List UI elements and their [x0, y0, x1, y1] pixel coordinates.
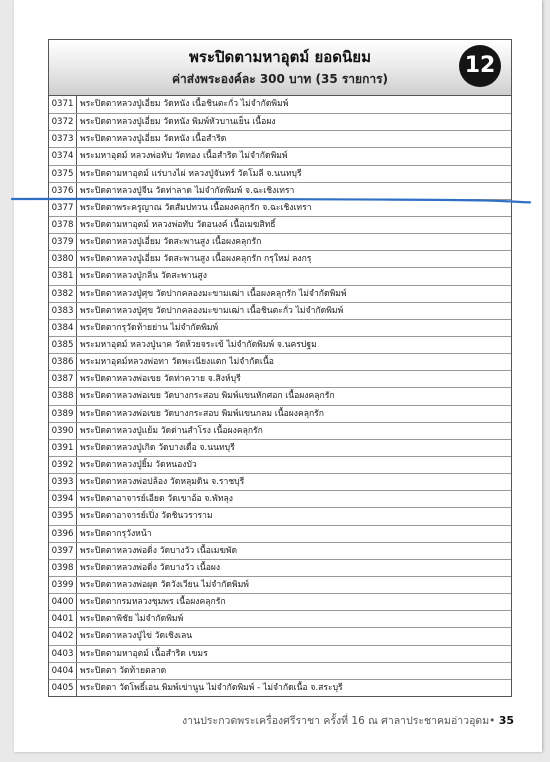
item-number: 0377	[49, 200, 77, 216]
item-name: พระปิดตาหลวงพ่อดิ่ง วัดบางวัว เนื้อผง	[80, 562, 221, 573]
item-number: 0386	[49, 354, 77, 370]
table-row	[49, 319, 511, 336]
item-number: 0382	[49, 286, 77, 302]
item-name: พระปิดตาหลวงปู่เอี่ยม วัดหนัง เนื้อสำริด	[80, 134, 227, 145]
item-name: พระปิดตาหลวงพ่อเขย วัดบางกระสอบ พิมพ์แขนกลม เนื้อผงคลุกรัก	[80, 408, 324, 419]
table-row	[49, 439, 511, 456]
item-name: พระมหาอุตม์หลวงพ่อทา วัดพะเนียงแตก ไม่จำกัดเนื้อ	[80, 357, 274, 368]
item-number: 0380	[49, 251, 77, 267]
list-header	[48, 39, 512, 95]
item-number: 0395	[49, 508, 77, 524]
table-row	[49, 130, 511, 147]
item-number: 0401	[49, 611, 77, 627]
table-row	[49, 576, 511, 593]
table-row	[49, 473, 511, 490]
item-name: พระปิดตา วัดท้ายตลาด	[80, 665, 167, 676]
item-number: 0390	[49, 423, 77, 439]
table-row	[49, 542, 511, 559]
item-number: 0399	[49, 577, 77, 593]
table-row	[49, 165, 511, 182]
item-number: 0391	[49, 440, 77, 456]
amulet-list-table	[48, 95, 512, 697]
item-name: พระปิดตาหลวงปู่เกิด วัดบางเดื่อ จ.นนทบุรี	[80, 442, 235, 453]
item-name: พระปิดตาพระครูญาณ วัดสัมปทวน เนื้อผงคลุกรัก จ.ฉะเชิงเทรา	[80, 202, 312, 213]
item-number: 0383	[49, 303, 77, 319]
item-number: 0405	[49, 680, 77, 696]
item-name: พระปิดตามหาอุตม์ เนื้อสำริด เขมร	[80, 648, 208, 659]
item-name: พระปิดตาพิชัย ไม่จำกัดพิมพ์	[80, 614, 184, 625]
table-row	[49, 490, 511, 507]
table-row	[49, 285, 511, 302]
table-row	[49, 645, 511, 662]
item-name: พระปิดตาหลวงปู่ศุข วัดปากคลองมะขามเฒ่า เนื้อผงคลุกรัก ไม่จำกัดพิมพ์	[80, 288, 347, 299]
item-name: พระปิดตาหลวงปู่เอี่ยม วัดสะพานสูง เนื้อผงคลุกรัก	[80, 237, 262, 248]
item-number: 0393	[49, 474, 77, 490]
item-number: 0400	[49, 594, 77, 610]
table-row	[49, 336, 511, 353]
table-row	[49, 593, 511, 610]
table-row	[49, 507, 511, 524]
item-number: 0371	[49, 96, 77, 113]
item-name: พระปิดตาหลวงพ่อดิ่ง วัดบางวัว เนื้อเมฆพัด	[80, 545, 238, 556]
item-name: พระปิดตาหลวงปู่จีน วัดท่าลาด ไม่จำกัดพิมพ์ จ.ฉะเชิงเทรา	[80, 185, 295, 196]
item-name: พระปิดตาหลวงปู่ศุข วัดปากคลองมะขามเฒ่า เนื้อชินตะกั่ว ไม่จำกัดพิมพ์	[80, 305, 344, 316]
page-footer	[182, 712, 514, 729]
table-row	[49, 679, 511, 696]
item-name: พระปิดตาหลวงปู่ยิ้ม วัดหนองบัว	[80, 459, 197, 470]
item-number: 0388	[49, 388, 77, 404]
page-number: 35	[498, 714, 514, 727]
blue-pen-mark	[12, 196, 530, 206]
item-number: 0404	[49, 663, 77, 679]
item-name: พระปิดตามหาอุตม์ แร่บางไผ่ หลวงปู่จันทร์ วัดโมลี จ.นนทบุรี	[80, 168, 302, 179]
item-name: พระปิดตาหลวงปู่เอี่ยม วัดหนัง พิมพ์หัวบานเย็น เนื้อผง	[80, 117, 276, 128]
section-number-badge: 12	[459, 45, 501, 87]
table-row	[49, 422, 511, 439]
item-number: 0403	[49, 646, 77, 662]
item-name: พระปิดตากรุวังหน้า	[80, 528, 152, 539]
item-name: พระปิดตาอาจารย์เปิ่ง วัดชินวราราม	[80, 511, 213, 522]
item-name: พระมหาอุตม์ หลวงพ่อทับ วัดทอง เนื้อสำริด ไม่จำกัดพิมพ์	[80, 151, 288, 162]
item-number: 0375	[49, 166, 77, 182]
item-number: 0389	[49, 406, 77, 422]
table-row	[49, 96, 511, 113]
table-row	[49, 370, 511, 387]
item-number: 0379	[49, 234, 77, 250]
item-name: พระปิดตาหลวงปู่ไข่ วัดเชิงเลน	[80, 631, 193, 642]
item-number: 0394	[49, 491, 77, 507]
item-number: 0402	[49, 628, 77, 644]
item-number: 0378	[49, 217, 77, 233]
item-name: พระปิดตากรมหลวงชุมพร เนื้อผงคลุกรัก	[80, 597, 226, 608]
item-number: 0374	[49, 148, 77, 164]
table-row	[49, 525, 511, 542]
table-row	[49, 302, 511, 319]
table-row	[49, 216, 511, 233]
table-row	[49, 405, 511, 422]
table-row	[49, 233, 511, 250]
table-row	[49, 250, 511, 267]
table-row	[49, 610, 511, 627]
item-name: พระปิดตา วัดโพธิ์เอน พิมพ์เข่านูน ไม่จำกัดพิมพ์ - ไม่จำกัดเนื้อ จ.สระบุรี	[80, 682, 343, 693]
table-row	[49, 387, 511, 404]
footer-event-text: งานประกวดพระเครื่องศรีราชา ครั้งที่ 16 ณ ศาลาประชาคมอ่าวอุดม	[182, 715, 490, 727]
table-row	[49, 559, 511, 576]
footer-bullet: •	[489, 715, 496, 727]
item-name: พระปิดตาหลวงปู่เอี่ยม วัดหนัง เนื้อชินตะกั่ว ไม่จำกัดพิมพ์	[80, 99, 289, 109]
item-name: พระปิดตาหลวงพ่อผุด วัดวังเวียน ไม่จำกัดพิมพ์	[80, 579, 249, 590]
item-number: 0387	[49, 371, 77, 387]
item-name: พระปิดตาหลวงพ่อเขย วัดท่าควาย จ.สิงห์บุรี	[80, 374, 241, 385]
table-row	[49, 456, 511, 473]
page-subtitle: ค่าส่งพระองค์ละ 300 บาท (35 รายการ)	[172, 72, 388, 86]
item-name: พระปิดตาอาจารย์เอียด วัดเขาอ้อ จ.พัทลุง	[80, 494, 233, 505]
item-number: 0385	[49, 337, 77, 353]
item-number: 0398	[49, 560, 77, 576]
table-row	[49, 662, 511, 679]
table-row	[49, 267, 511, 284]
table-row	[49, 353, 511, 370]
item-name: พระปิดตาหลวงปู่กลิ่น วัดสะพานสูง	[80, 271, 207, 282]
item-number: 0384	[49, 320, 77, 336]
item-name: พระมหาอุตม์ หลวงปู่นาค วัดห้วยจระเข้ ไม่จำกัดพิมพ์ จ.นครปฐม	[80, 339, 317, 350]
item-number: 0372	[49, 114, 77, 130]
item-number: 0381	[49, 268, 77, 284]
item-name: พระปิดตาหลวงพ่อปล้อง วัดหลุมดิน จ.ราชบุรี	[80, 477, 245, 488]
item-number: 0392	[49, 457, 77, 473]
page-title: พระปิดตามหาอุตม์ ยอดนิยม	[189, 48, 371, 66]
item-name: พระปิดตาหลวงปู่แย้ม วัดด่านสำโรง เนื้อผงคลุกรัก	[80, 425, 263, 436]
item-name: พระปิดตาหลวงปู่เอี่ยม วัดสะพานสูง เนื้อผงคลุกรัก กรุใหม่ ลงกรุ	[80, 254, 312, 265]
item-number: 0397	[49, 543, 77, 559]
item-name: พระปิดตากรุวัดท้ายย่าน ไม่จำกัดพิมพ์	[80, 322, 219, 333]
item-name: พระปิดตามหาอุตม์ หลวงพ่อทับ วัดอนงค์ เนื้อเมฆสิทธิ์	[80, 219, 276, 230]
item-number: 0376	[49, 183, 77, 199]
item-number: 0373	[49, 131, 77, 147]
table-row	[49, 147, 511, 164]
table-row	[49, 113, 511, 130]
item-number: 0396	[49, 526, 77, 542]
table-row	[49, 627, 511, 644]
item-name: พระปิดตาหลวงพ่อเขย วัดบางกระสอบ พิมพ์แขนหักศอก เนื้อผงคลุกรัก	[80, 391, 335, 402]
